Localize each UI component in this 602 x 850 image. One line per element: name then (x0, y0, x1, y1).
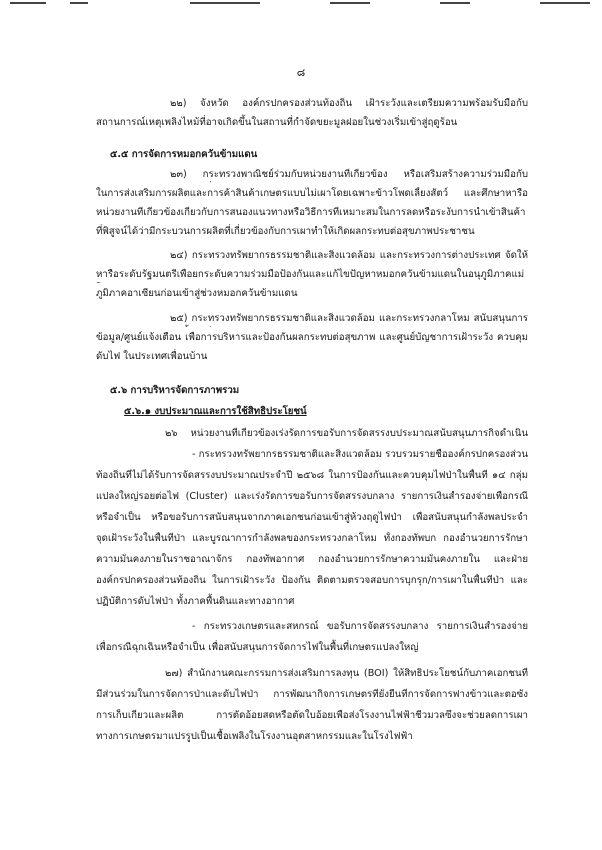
item-23-line-3: หน่วยงานที่เกี่ยวข้องเกี่ยวกับการสนองแนวทางหรือวิธีการที่เหมาะสมในการลดหรือระงับการนำเข้าสินค้า (96, 207, 526, 218)
item-22-line-2: สถานการณ์เหตุเพลิงไหม้ที่อาจเกิดขึ้นในสถานที่กำจัดขยะมูลฝอยในช่วงเริ่มเข้าสู่ฤดูร้อน (96, 117, 458, 128)
item-24-line-3: ภูมิภาคอาเซียนก่อนเข้าสู่ช่วงหมอกควันข้ามแดน (96, 288, 298, 299)
item-26-bullet-1-line-4: หรือจำเป็น หรือขอรับการสนับสนุนจากภาคเอกชนก่อนเข้าสู่ห้วงฤดูไฟป่า เพื่อสนับสนุนกำลังพลประจำ (96, 512, 528, 523)
item-26-bullet-1-line-1: - กระทรวงทรัพยากรธรรมชาติและสิ่งแวดล้อม รวบรวมรายชื่อองค์กรปกครองส่วน (192, 449, 528, 460)
item-22-line-1: ๒๒) จังหวัด องค์กรปกครองส่วนท้องถิ่น เฝ้าระวังและเตรียมความพร้อมรับมือกับ (170, 98, 528, 109)
section-5-6-heading: ๕.๖ การบริหารจัดการภาพรวม (110, 385, 240, 396)
item-23-line-1: ๒๓) กระทรวงพาณิชย์ร่วมกับหน่วยงานที่เกี่ยวข้อง หรือเสริมสร้างความร่วมมือกับ (170, 169, 528, 180)
item-23-line-2: ในการส่งเสริมการผลิตและการค้าสินค้าเกษตรแบบไม่เผาโดยเฉพาะข้าวโพดเลี้ยงสัตว์ และศึกษาหารือ (96, 188, 528, 199)
item-26-bullet-2-line-2: เพื่อกรณีฉุกเฉินหรือจำเป็น เพื่อสนับสนุนการจัดการไฟในพื้นที่เกษตรแปลงใหญ่ (96, 642, 419, 653)
item-26-bullet-1-line-6: ความมั่นคงภายในราชอาณาจักร กองทัพอากาศ กองอำนวยการรักษาความมั่นคงภายใน และฝ่าย (96, 554, 528, 565)
item-25-line-1: ๒๕) กระทรวงทรัพยากรธรรมชาติและสิ่งแวดล้อม และกระทรวงกลาโหม สนับสนุนการ (170, 313, 528, 324)
item-23-line-4: ที่พิสูจน์ได้ว่ามีกระบวนการผลิตที่เกี่ยวข้องกับการเผาทำให้เกิดผลกระทบต่อสุขภาพประชาชน (96, 226, 475, 237)
scan-top-edge-marks (0, 0, 602, 6)
item-27-line-3: การเก็บเกี่ยวและผลิต การตัดอ้อยสดหรือตัดใบอ้อยเพื่อส่งโรงงานไฟฟ้าชีวมวลซึ่งจะช่วยลดการเผา (96, 710, 528, 721)
item-26-bullet-1-line-5: จุดเฝ้าระวังในพื้นที่ป่า และบูรณาการกำลังพลของกระทรวงกลาโหม ทั้งกองทัพบก กองอำนวยการรักษา (96, 533, 528, 544)
page-number: ๘ (296, 66, 306, 79)
item-27-line-2: มีส่วนร่วมในการจัดการป่าและดับไฟป่า การพัฒนากิจการเกษตรที่ยั่งยืนที่การจัดการฟางข้าวและตอซัง (96, 689, 528, 700)
item-26-bullet-2-line-1: - กระทรวงเกษตรและสหกรณ์ ขอรับการจัดสรรงบกลาง รายการเงินสำรองจ่าย (192, 621, 528, 632)
section-5-6-1-heading: ๕.๖.๑ งบประมาณและการใช้สิทธิประโยชน์ (124, 406, 307, 417)
item-27-line-4: ทางการเกษตรมาแปรรูปเป็นเชื้อเพลิงในโรงงานอุตสาหกรรมและในโรงไฟฟ้า (96, 731, 413, 742)
item-26-bullet-1-line-7: องค์กรปกครองส่วนท้องถิ่น ในการเฝ้าระวัง ป้องกัน ติดตามตรวจสอบการบุกรุก/การเผาในพื้นที่ป่า และ (96, 575, 528, 586)
item-26-line-1: ๒๖ หน่วยงานที่เกี่ยวข้องเร่งรัดการขอรับการจัดสรรงบประมาณสนับสนุนภารกิจดำเนิน (165, 428, 528, 439)
item-25-line-3: ดับไฟ ในประเทศเพื่อนบ้าน (96, 351, 208, 362)
section-5-5-heading: ๕.๕ การจัดการหมอกควันข้ามแดน (110, 149, 258, 160)
item-26-bullet-1-line-8: ปฏิบัติการดับไฟป่า ทั้งภาคพื้นดินและทางอากาศ (96, 596, 295, 607)
item-24-line-1: ๒๔) กระทรวงทรัพยากรธรรมชาติและสิ่งแวดล้อม และกระทรวงการต่างประเทศ จัดให้ (170, 250, 528, 261)
item-26-bullet-1-line-3: แปลงใหญ่รอยต่อไฟ (Cluster) และเร่งรัดการขอรับการจัดสรรงบกลาง รายการเงินสำรองจ่ายเพื่อกรณี (96, 491, 528, 502)
item-27-line-1: ๒๗) สำนักงานคณะกรรมการส่งเสริมการลงทุน (BOI) ให้สิทธิประโยชน์กับภาคเอกชนที่ (165, 668, 528, 679)
item-24-line-2: หารือระดับรัฐมนตรีเพื่อยกระดับความร่วมมือป้องกันและแก้ไขปัญหาหมอกควันข้ามแดนในอนุภูมิภาคแม่ (96, 269, 525, 280)
item-26-bullet-1-line-2: ท้องถิ่นที่ไม่ได้รับการจัดสรรงบประมาณประจำปี ๒๕๖๘ ในการป้องกันและควบคุมไฟป่าในพื้นที่ ๑๔ กลุ่ม (96, 470, 528, 481)
item-25-line-2: ข้อมูล/ศูนย์แจ้งเตือน เพื่อการบริหารและป้องกันผลกระทบต่อสุขภาพ และศูนย์บัญชาการเฝ้าระวัง ควบคุม (96, 332, 528, 343)
